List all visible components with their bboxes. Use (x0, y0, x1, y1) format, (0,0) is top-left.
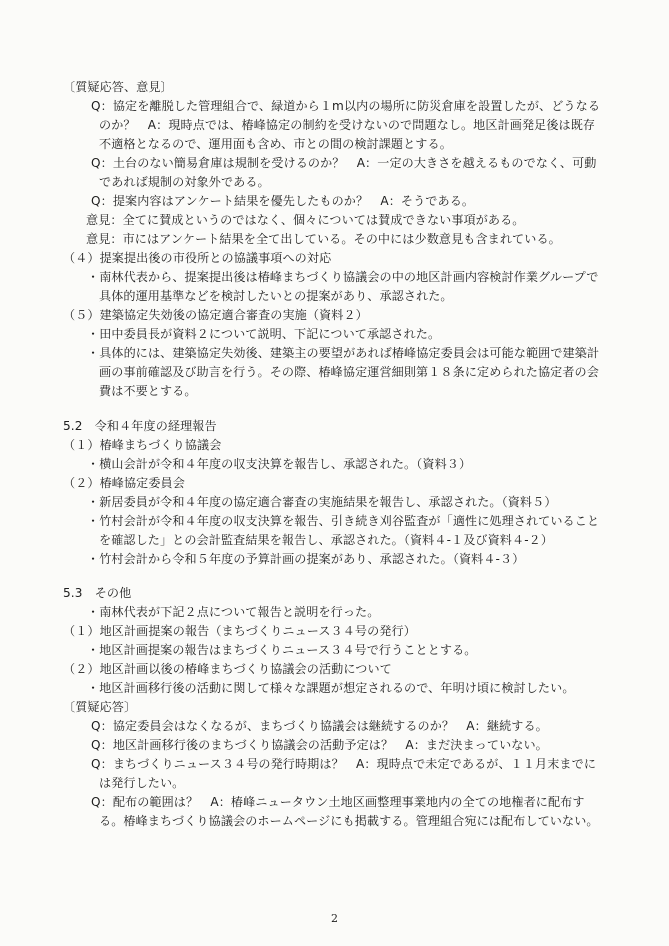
bullet-text-cont: 費は不要とする。 (99, 384, 197, 398)
qa-question: Q：配布の範囲は？ A：椿峰ニュータウン土地区画整理事業地内の全ての地権者に配布す (91, 795, 585, 809)
qa-heading: 〔質疑応答、意見〕 (63, 80, 173, 94)
opinion-2: 意見：市にはアンケート結果を全て出している。その中には少数意見も含まれている。 (86, 232, 561, 246)
bullet-text: ・地区計画移行後の活動に関して様々な課題が想定されるので、年明け頃に検討したい。 (87, 681, 575, 695)
section-5-3-heading: 5.3 その他 (63, 586, 132, 600)
qa-answer-cont: は発行したい。 (99, 776, 185, 790)
sub-heading-2: （２）地区計画以後の椿峰まちづくり協議会の活動について (63, 662, 392, 676)
bullet-text-cont: 具体的運用基準などを検討したいとの提案があり、承認された。 (99, 289, 453, 303)
sub-heading-2: （２）椿峰協定委員会 (63, 476, 185, 490)
qa-question-2: Q：土台のない簡易倉庫は規制を受けるのか？ A：一定の大きさを越えるものでなく、可動 (91, 156, 597, 170)
qa-question-3: Q：提案内容はアンケート結果を優先したものか？ A：そうである。 (91, 194, 475, 208)
qa-question: Q：地区計画移行後のまちづくり協議会の活動予定は？ A：まだ決まっていない。 (91, 738, 548, 752)
qa-answer-cont: る。椿峰まちづくり協議会のホームページにも掲載する。管理組合宛には配布していない。 (99, 814, 599, 828)
bullet-text-cont: を確認した」との会計監査結果を報告し、承認された。（資料４-１及び資料４-２） (99, 533, 554, 547)
sub-heading-1: （１）椿峰まちづくり協議会 (63, 438, 222, 452)
qa-answer-1-cont: 不適格となるので、運用面も含め、市との間の検討課題とする。 (99, 137, 452, 151)
item-4-heading: （４）提案提出後の市役所との協議事項への対応 (63, 251, 332, 265)
section-5-2-heading: 5.2 令和４年度の経理報告 (63, 419, 217, 433)
bullet-text-cont: 画の事前確認及び助言を行う。その際、椿峰協定運営細則第１８条に定められた協定者の会 (99, 365, 599, 379)
bullet-text: ・新居委員が令和４年度の協定適合審査の実施結果を報告し、承認された。（資料５） (87, 495, 557, 509)
bullet-text: ・横山会計が令和４年度の収支決算を報告し、承認された。（資料３） (87, 457, 472, 471)
qa-heading: 〔質疑応答〕 (63, 700, 137, 714)
opinion-1: 意見：全てに賛成というのではなく、個々については賛成できない事項がある。 (86, 213, 525, 227)
qa-question: Q：まちづくりニュース３４号の発行時期は？ A：現時点で未定であるが、１１月末までに (91, 757, 597, 771)
page-number: 2 (331, 912, 338, 925)
sub-heading-1: （１）地区計画提案の報告（まちづくりニュース３４号の発行） (63, 624, 416, 638)
qa-answer-2-cont: であれば規制の対象外である。 (99, 175, 270, 189)
bullet-text: ・田中委員長が資料２について説明、下記について承認された。 (87, 327, 441, 341)
qa-question: Q：協定委員会はなくなるが、まちづくり協議会は継続するのか？ A：継続する。 (91, 719, 548, 733)
bullet-text: ・竹村会計が令和４年度の収支決算を報告、引き続き刈谷監査が「適性に処理されていること (87, 514, 600, 528)
bullet-text: ・南林代表が下記２点について報告と説明を行った。 (87, 605, 380, 619)
qa-answer-1: のか？ A：現時点では、椿峰協定の制約を受けないので問題なし。地区計画発足後は既存 (99, 118, 596, 132)
bullet-text: ・具体的には、建築協定失効後、建築主の要望があれば椿峰協定委員会は可能な範囲で建築計 (87, 346, 600, 360)
item-5-heading: （５）建築協定失効後の協定適合審査の実施（資料２） (63, 308, 368, 322)
bullet-text: ・地区計画提案の報告はまちづくりニュース３４号で行うこととする。 (87, 643, 477, 657)
qa-question-1: Q：協定を離脱した管理組合で、緑道から１m以内の場所に防災倉庫を設置したが、どうなる (91, 99, 601, 113)
bullet-text: ・南林代表から、提案提出後は椿峰まちづくり協議会の中の地区計画内容検討作業グループで (87, 270, 599, 284)
bullet-text: ・竹村会計から令和５年度の予算計画の提案があり、承認された。（資料４-３） (87, 552, 525, 566)
